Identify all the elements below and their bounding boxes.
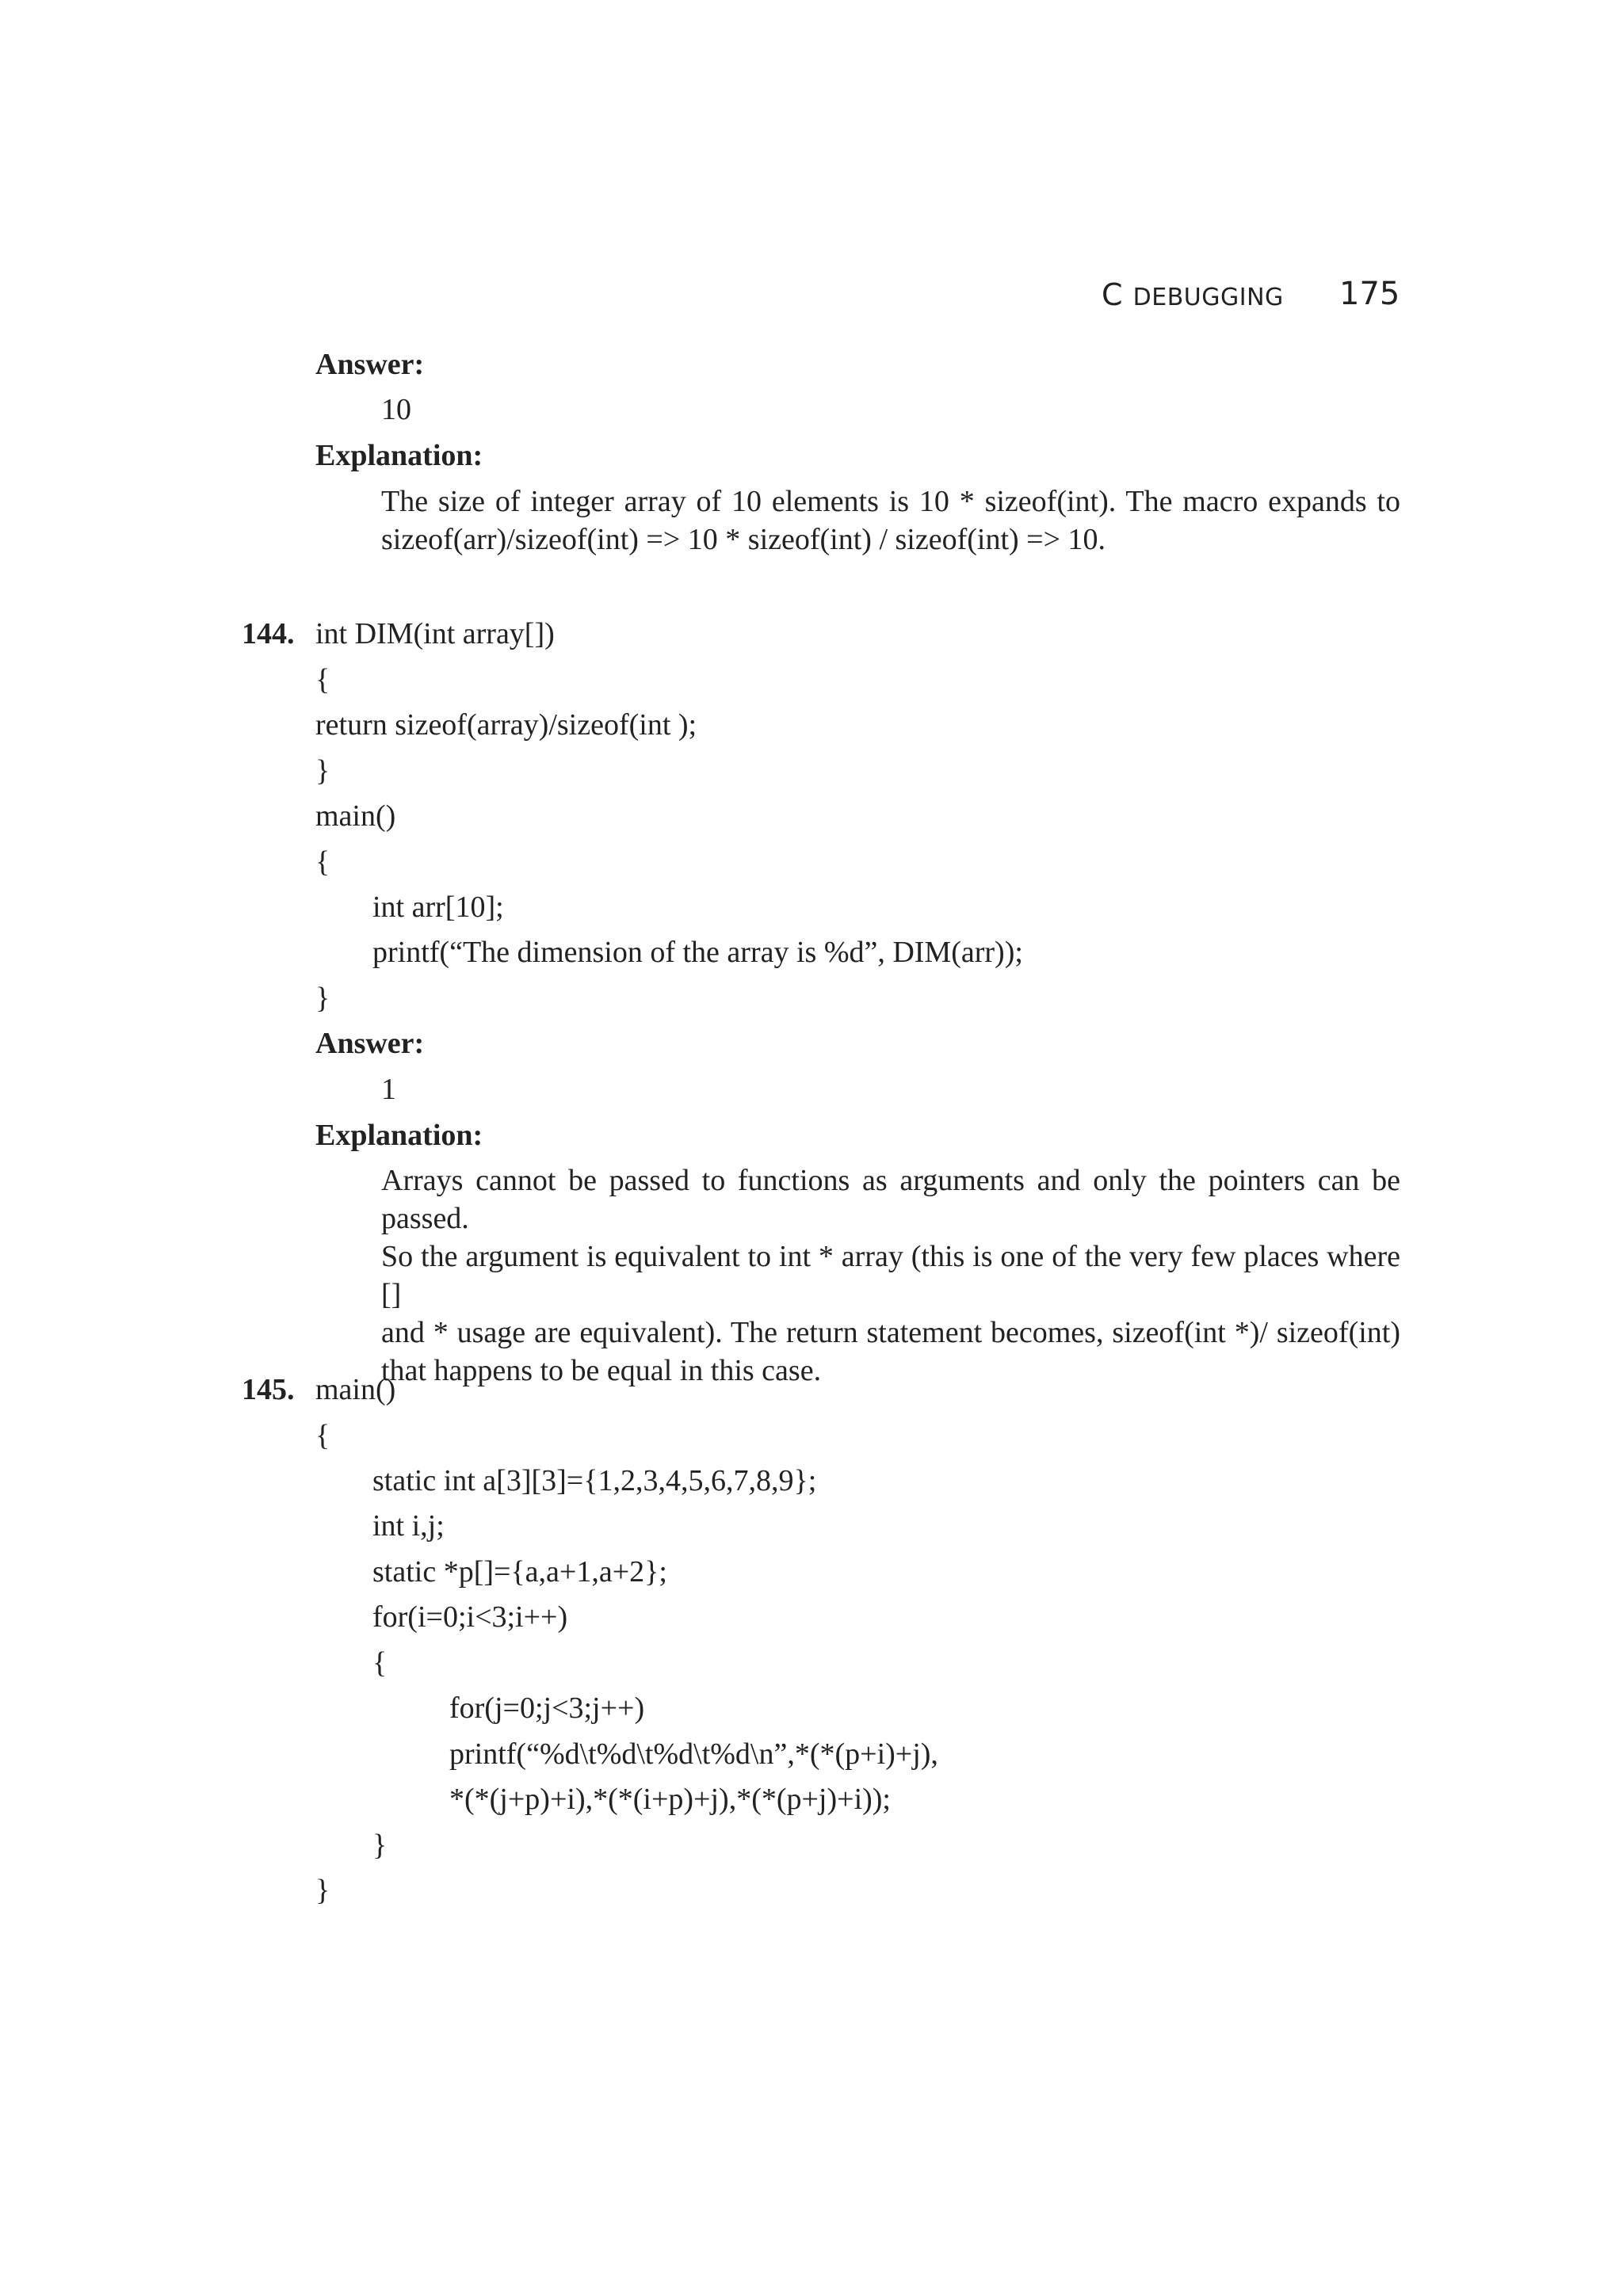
q144-explanation-line: that happens to be equal in this case. [381, 1354, 822, 1387]
q145-code-line: } [315, 1874, 330, 1907]
q145-code-line: printf(“%d\t%d\t%d\t%d\n”,*(*(p+i)+j), [449, 1737, 938, 1771]
q144-code-line: } [315, 754, 330, 788]
running-header-title-initial: C [1102, 277, 1124, 312]
q143-answer-label: Answer: [315, 348, 425, 381]
q145-code-line: for(i=0;i<3;i++) [372, 1600, 568, 1634]
q145-code-line: *(*(j+p)+i),*(*(i+p)+j),*(*(p+j)+i)); [449, 1783, 891, 1816]
q144-explanation-text [381, 1161, 1400, 1390]
q143-explanation-label: Explanation: [315, 439, 483, 472]
q144-explanation-line: and * usage are equivalent). The return statement becomes, sizeof(int *)/ sizeof(int) [381, 1316, 1400, 1349]
q144-explanation-label: Explanation: [315, 1119, 483, 1152]
q144-code-line: main() [315, 799, 396, 833]
q144-code-line: } [315, 982, 330, 1015]
q144-code-line: int DIM(int array[]) [315, 617, 555, 650]
q145-code-line: main() [315, 1373, 396, 1406]
q143-answer-value: 10 [381, 393, 411, 426]
q144-explanation-line: So the argument is equivalent to int * array (this is one of the very few places where [] [381, 1240, 1400, 1311]
q144-answer-value: 1 [381, 1073, 396, 1106]
q145-code-line: int i,j; [372, 1509, 445, 1543]
q143-explanation-text [381, 482, 1400, 559]
q145-code-line: } [372, 1829, 388, 1862]
q144-code-line: int arr[10]; [372, 891, 504, 924]
question-number-145: 145. [242, 1373, 295, 1406]
q144-code-line: { [315, 663, 330, 696]
q145-code-line: { [372, 1646, 388, 1680]
running-header-title-rest: DEBUGGING [1132, 284, 1284, 311]
running-header-title [1102, 277, 1284, 312]
q144-code-line: { [315, 845, 330, 879]
q144-code-line: return sizeof(array)/sizeof(int ); [315, 708, 697, 742]
q144-explanation-line: Arrays cannot be passed to functions as arguments and only the pointers can be passed. [381, 1164, 1400, 1235]
q143-explanation-line: sizeof(arr)/sizeof(int) => 10 * sizeof(int) / sizeof(int) => 10. [381, 523, 1106, 556]
q145-code-line: { [315, 1419, 330, 1452]
q144-answer-label: Answer: [315, 1027, 425, 1060]
q145-code-line: static int a[3][3]={1,2,3,4,5,6,7,8,9}; [372, 1464, 817, 1497]
question-number-144: 144. [242, 617, 295, 650]
q143-explanation-line: The size of integer array of 10 elements is 10 * sizeof(int). The macro expands to [381, 485, 1400, 518]
page-number: 175 [1339, 276, 1400, 312]
q145-code-line: for(j=0;j<3;j++) [449, 1691, 645, 1725]
q144-code-line: printf(“The dimension of the array is %d”, DIM(arr)); [372, 936, 1023, 969]
q145-code-line: static *p[]={a,a+1,a+2}; [372, 1555, 667, 1589]
